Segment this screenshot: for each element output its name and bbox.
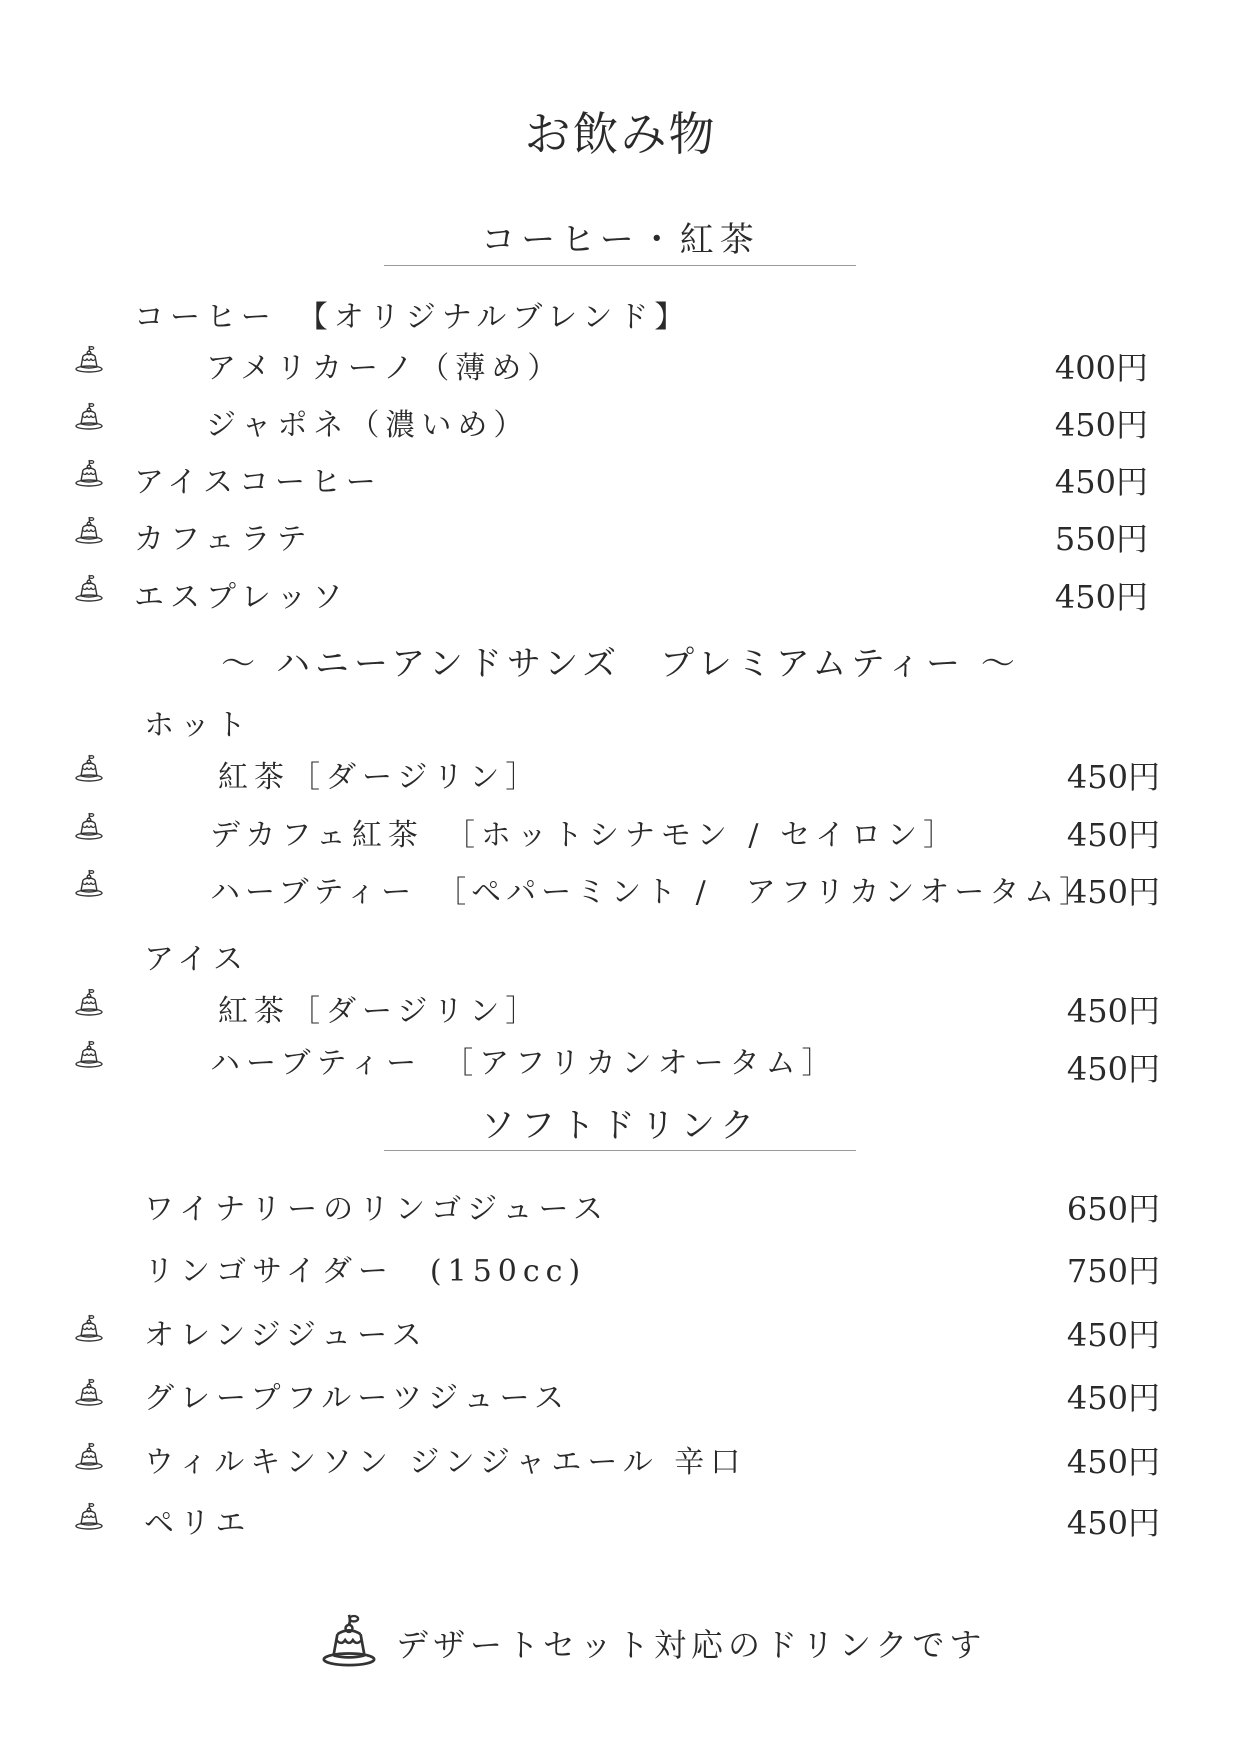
menu-item-name: アメリカーノ（薄め） [206,351,564,386]
menu-item-name: ハーブティー ［アフリカンオータム］ [210,1046,838,1081]
pudding-icon [74,867,104,899]
pudding-icon [74,343,104,375]
menu-item-price: 750円 [1066,1252,1160,1290]
menu-item-name: オレンジジュース [144,1318,428,1353]
menu-item-name: ペリエ [144,1506,252,1541]
section-heading-coffee: コーヒー・紅茶 [481,220,760,260]
pudding-icon [74,1038,104,1070]
menu-item-price: 450円 [1066,758,1160,796]
menu-item-price: 400円 [1054,349,1148,387]
section-heading-tea: ～ ハニーアンドサンズ プレミアムティー ～ [221,644,1020,684]
menu-item-name: デカフェ紅茶 ［ホットシナモン / セイロン］ [210,818,960,853]
pudding-icon [74,514,104,546]
menu-item-price: 450円 [1054,463,1148,501]
pudding-icon [74,457,104,489]
menu-item-name: ハーブティー ［ペパーミント / アフリカンオータム］ [210,875,1095,910]
menu-item-price: 450円 [1066,1504,1160,1542]
coffee-group-label: コーヒー 【オリジナルブレンド】 [134,300,691,335]
menu-item-name: ワイナリーのリンゴジュース [144,1192,609,1227]
page-title: お飲み物 [524,107,717,161]
section-divider [384,265,856,266]
pudding-icon [74,400,104,432]
menu-item-price: 450円 [1066,1379,1160,1417]
pudding-icon [74,1376,104,1408]
menu-item-price: 650円 [1066,1190,1160,1228]
ice-label: アイス [144,942,249,977]
pudding-icon [74,986,104,1018]
pudding-icon [74,1500,104,1532]
menu-item-price: 450円 [1066,816,1160,854]
pudding-icon [74,752,104,784]
pudding-icon [74,810,104,842]
menu-item-price: 450円 [1066,873,1160,911]
menu-item-name: グレープフルーツジュース [144,1381,570,1416]
pudding-icon [74,572,104,604]
pudding-icon [320,1608,378,1672]
section-heading-soft: ソフトドリンク [480,1106,761,1146]
pudding-icon [74,1312,104,1344]
menu-item-price: 450円 [1066,1050,1160,1088]
pudding-icon [74,1440,104,1472]
menu-item-name: エスプレッソ [134,580,349,615]
menu-item-price: 450円 [1054,406,1148,444]
menu-item-name: カフェラテ [134,522,313,557]
menu-item-name: アイスコーヒー [134,465,382,500]
menu-item-price: 450円 [1066,992,1160,1030]
hot-label: ホット [144,708,252,743]
footer-note: デザートセット対応のドリンクです [396,1626,987,1664]
menu-item-name: ウィルキンソン ジンジャエール 辛口 [144,1445,747,1480]
menu-item-price: 450円 [1054,578,1148,616]
section-divider [384,1150,856,1151]
menu-item-name: リンゴサイダー (150cc) [144,1254,587,1289]
menu-item-price: 550円 [1054,520,1148,558]
menu-item-name: 紅茶［ダージリン］ [218,994,542,1029]
menu-item-name: 紅茶［ダージリン］ [218,760,542,795]
menu-item-price: 450円 [1066,1443,1160,1481]
menu-item-name: ジャポネ（濃いめ） [206,408,530,443]
menu-item-price: 450円 [1066,1316,1160,1354]
